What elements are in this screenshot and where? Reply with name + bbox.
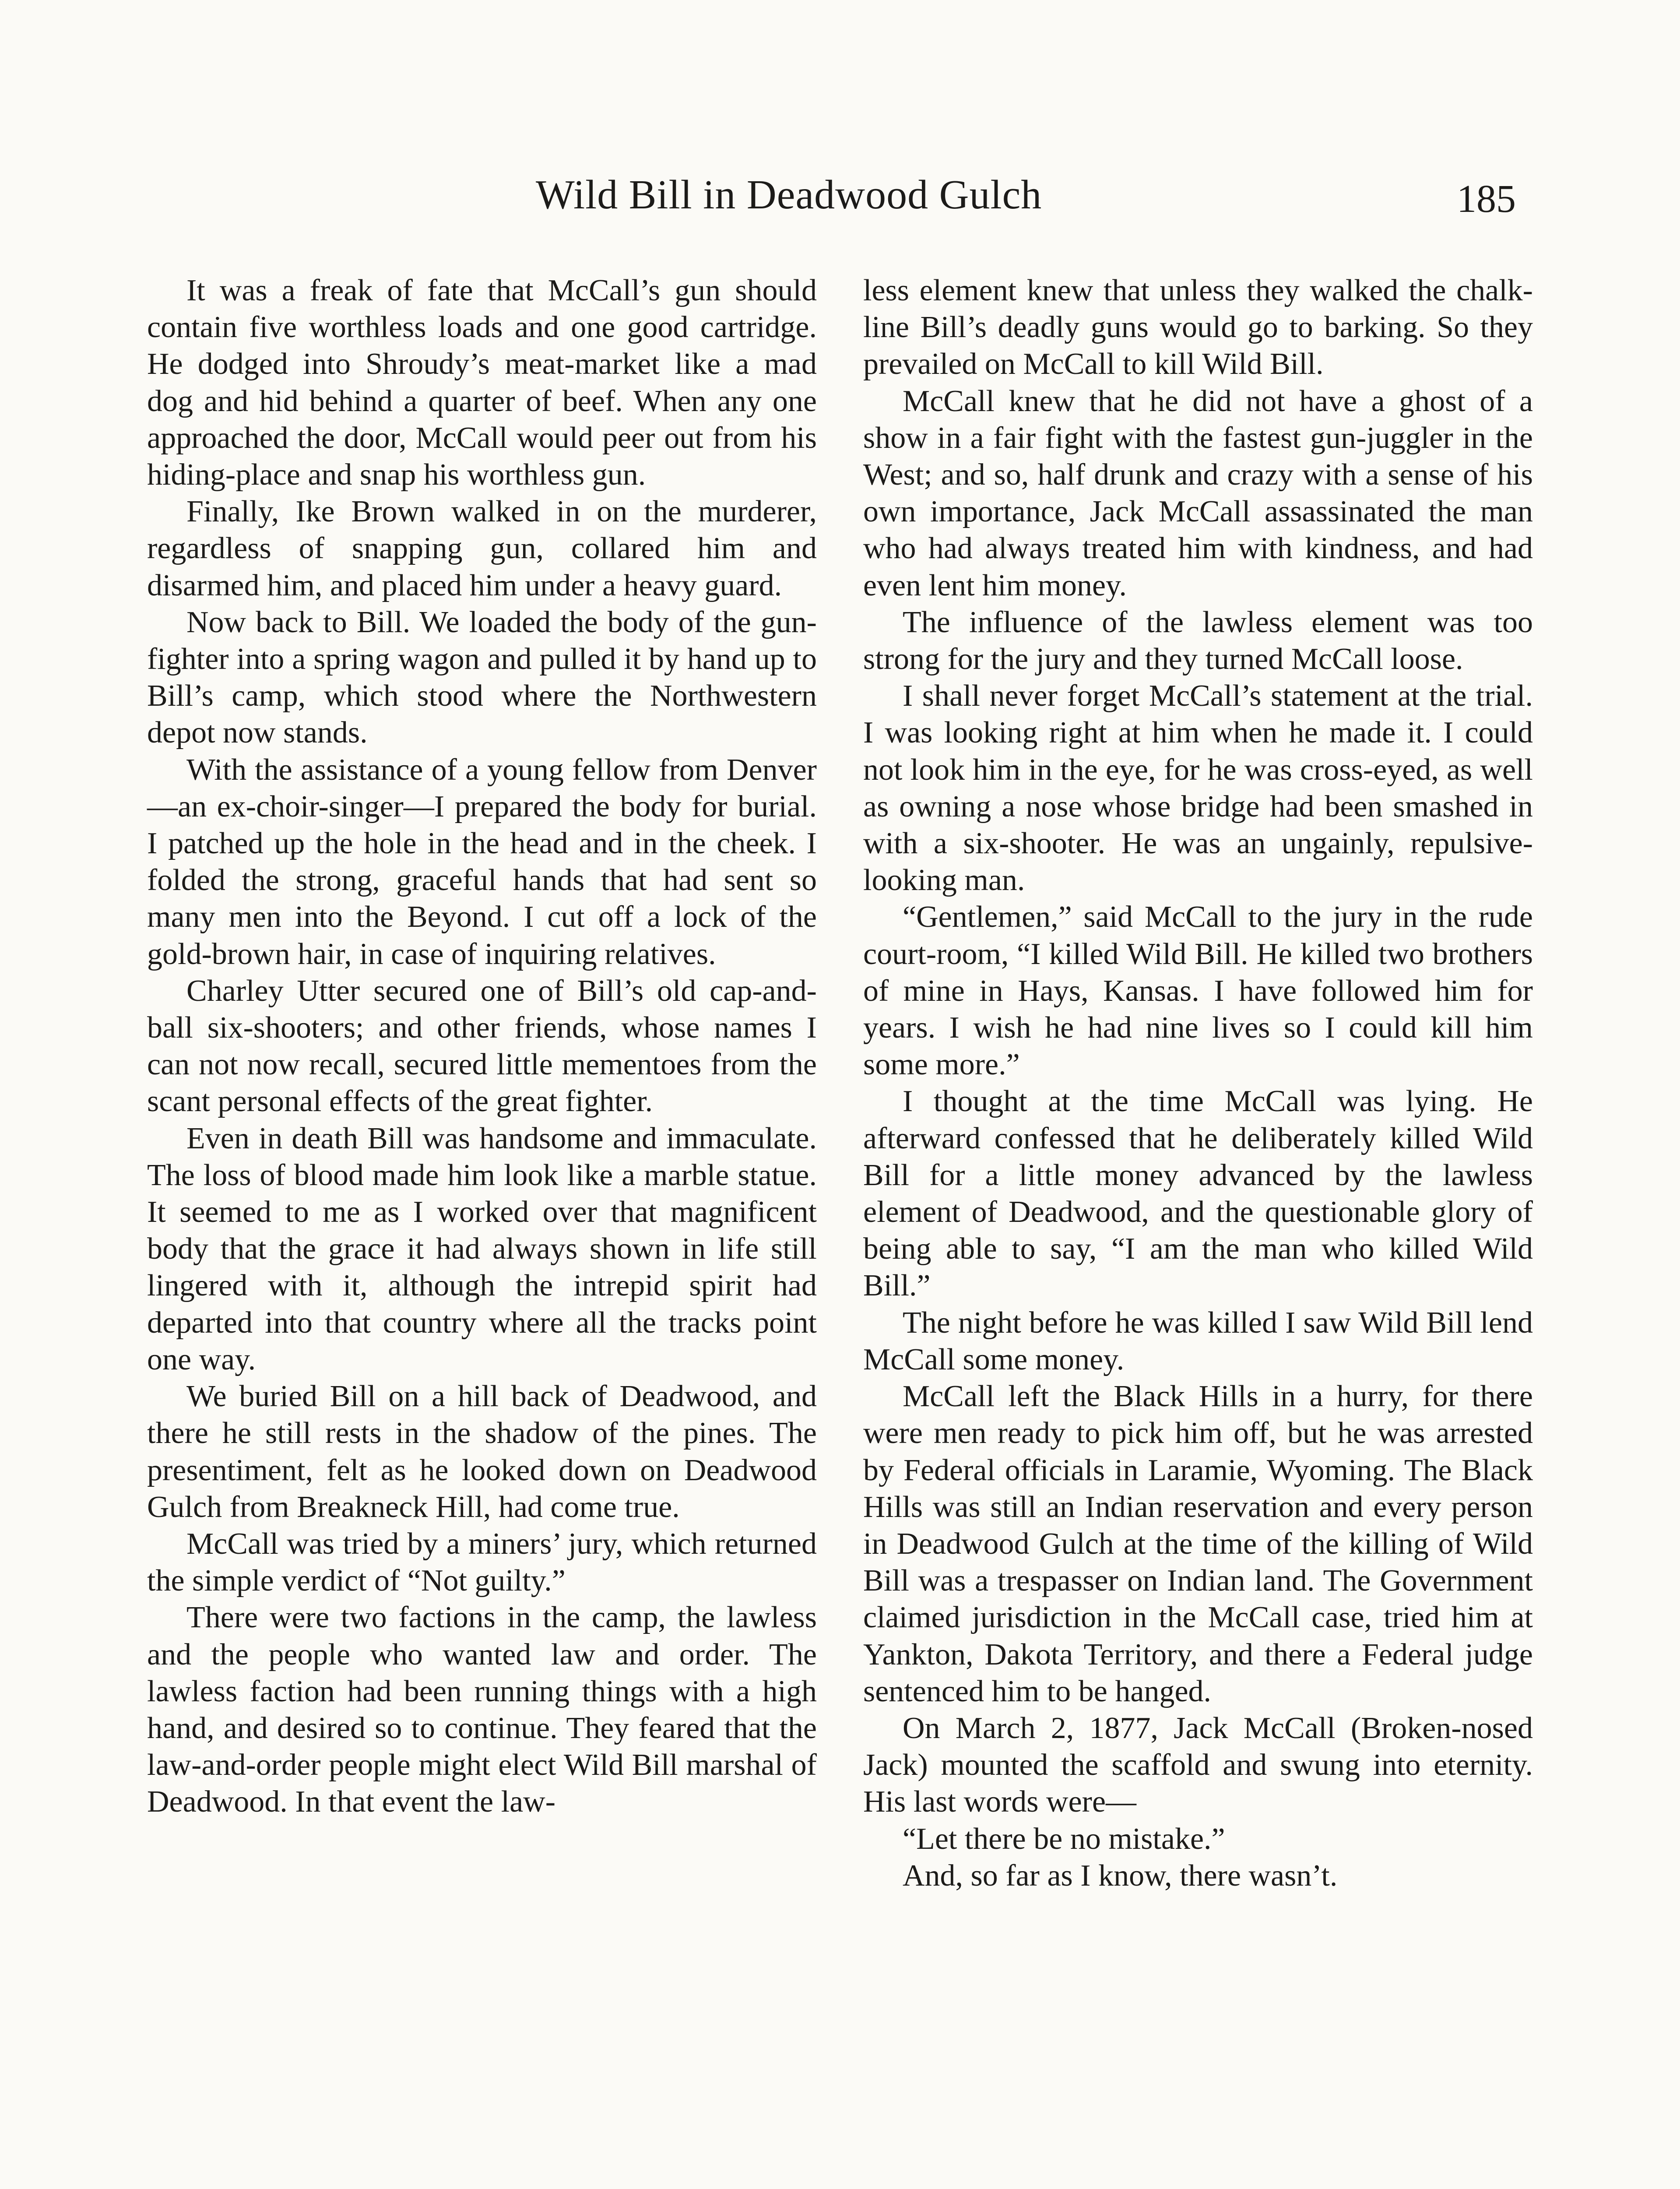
paragraph: On March 2, 1877, Jack McCall (Broken-nosed Jack) mounted the scaffold and swung into eternity. His last words were— <box>863 1711 1533 1819</box>
paragraph: McCall knew that he did not have a ghost of a show in a fair fight with the fastest gun-juggler in the West; and so, half drunk and crazy with a sense of his own importance, Jack McCall assassinated the man who had always treated him with kindness, and had even lent him money. <box>863 384 1533 602</box>
left-column <box>147 272 817 1821</box>
paragraph: Even in death Bill was handsome and immaculate. The loss of blood made him look like a marble statue. It seemed to me as I worked over that magnificent body that the grace it had always shown in life still lingered with it, although the intrepid spirit had departed into that country where all the tracks point one way. <box>147 1121 817 1376</box>
paragraph: There were two factions in the camp, the lawless and the people who wanted law and order. The lawless faction had been running things with a high hand, and desired so to continue. They feared that the law-and-order people might elect Wild Bill marshal of Deadwood. In that event the law- <box>147 1601 817 1819</box>
paragraph: McCall was tried by a miners’ jury, which returned the simple verdict of “Not guilty.” <box>147 1527 817 1598</box>
paragraph: I thought at the time McCall was lying. He afterward confessed that he deliberately killed Wild Bill for a little money advanced by the lawless element of Deadwood, and the questionable glory of being able to say, “I am the man who killed Wild Bill.” <box>863 1084 1533 1303</box>
paragraph: Now back to Bill. We loaded the body of the gun-fighter into a spring wagon and pulled it by hand up to Bill’s camp, which stood where the Northwestern depot now stands. <box>147 605 817 750</box>
paragraph-continuation: less element knew that unless they walked the chalk-line Bill’s deadly guns would go to barking. So they prevailed on McCall to kill Wild Bill. <box>863 274 1533 381</box>
paragraph: The night before he was killed I saw Wild Bill lend McCall some money. <box>863 1306 1533 1376</box>
paragraph: Finally, Ike Brown walked in on the murderer, regardless of snapping gun, collared him and disarmed him, and placed him under a heavy guard. <box>147 495 817 602</box>
paragraph: It was a freak of fate that McCall’s gun should contain five worthless loads and one good cartridge. He dodged into Shroudy’s meat-market like a mad dog and hid behind a quarter of beef. When any one approached the door, McCall would peer out from his hiding-place and snap his worthless gun. <box>147 274 817 492</box>
paragraph: And, so far as I know, there wasn’t. <box>903 1858 1338 1893</box>
paragraph: “Gentlemen,” said McCall to the jury in the rude court-room, “I killed Wild Bill. He killed two brothers of mine in Hays, Kansas. I have followed him for years. I wish he had nine lives so I could kill him some more.” <box>863 900 1533 1082</box>
paragraph: “Let there be no mistake.” <box>903 1822 1225 1856</box>
paragraph: We buried Bill on a hill back of Deadwood, and there he still rests in the shadow of the pines. The presentiment, felt as he looked down on Deadwood Gulch from Breakneck Hill, had come true. <box>147 1380 817 1524</box>
paragraph: With the assistance of a young fellow from Denver—an ex-choir-singer—I prepared the body for burial. I patched up the hole in the head and in the cheek. I folded the strong, graceful hands that had sent so many men into the Beyond. I cut off a lock of the gold-brown hair, in case of inquiring relatives. <box>147 753 817 971</box>
right-column <box>863 272 1533 1894</box>
paragraph: Charley Utter secured one of Bill’s old cap-and-ball six-shooters; and other friends, whose names I can not now recall, secured little mementoes from the scant personal effects of the great fighter. <box>147 974 817 1119</box>
paragraph: McCall left the Black Hills in a hurry, for there were men ready to pick him off, but he was arrested by Federal officials in Laramie, Wyoming. The Black Hills was still an Indian reservation and every person in Deadwood Gulch at the time of the killing of Wild Bill was a trespasser on Indian land. The Government claimed jurisdiction in the McCall case, tried him at Yankton, Dakota Territory, and there a Federal judge sentenced him to be hanged. <box>863 1380 1533 1708</box>
page-number: 185 <box>1457 177 1516 221</box>
paragraph: The influence of the lawless element was too strong for the jury and they turned McCall loose. <box>863 605 1533 676</box>
paragraph: I shall never forget McCall’s statement at the trial. I was looking right at him when he made it. I could not look him in the eye, for he was cross-eyed, as well as owning a nose whose bridge had been smashed in with a six-shooter. He was an ungainly, repulsive-looking man. <box>863 679 1533 897</box>
running-head-title: Wild Bill in Deadwood Gulch <box>536 172 1042 218</box>
